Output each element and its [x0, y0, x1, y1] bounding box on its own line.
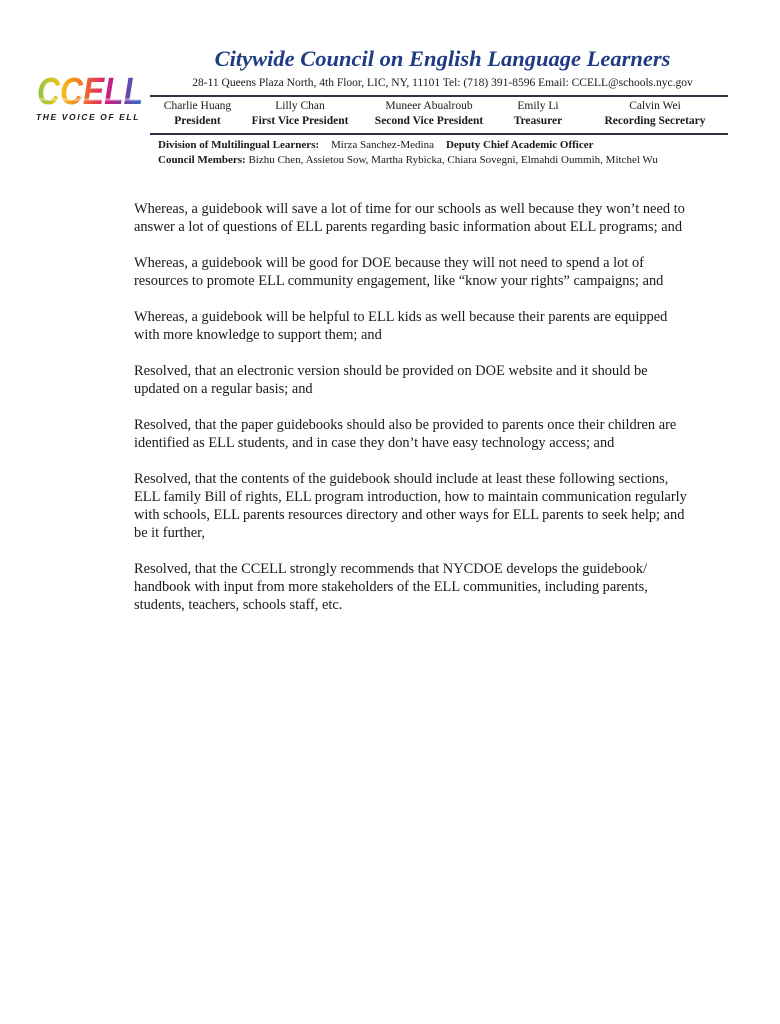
council-members-line: [158, 153, 658, 168]
officer-recording-secretary: [582, 99, 728, 129]
officer-name: Muneer Abualroub: [385, 100, 473, 112]
resolved-paragraph: Resolved, that the paper guidebooks should also be provided to parents once their children are identified as ELL students, and in case they don’t have easy technology access; and: [134, 417, 677, 451]
division-label: Division of Multilingual Learners:: [158, 139, 320, 151]
header-divider-top: [150, 95, 728, 97]
officer-first-vice-president: [245, 99, 355, 129]
officer-role: Recording Secretary: [604, 115, 706, 127]
division-title: Deputy Chief Academic Officer: [445, 139, 594, 151]
officer-role: Second Vice President: [374, 115, 484, 127]
resolved-paragraph: Resolved, that the contents of the guidebook should include at least these following sections, ELL family Bill of rights, ELL program introduction, how to maintain communication regularly with schools, ELL parents resources directory and other ways for ELL parents to seek help; and be it further,: [134, 471, 687, 541]
resolved-paragraph: Resolved, that the CCELL strongly recommends that NYCDOE develops the guidebook/ handbook with input from more stakeholders of the ELL communities, including parents, students, teachers, schools staff, etc.: [134, 561, 648, 613]
resolution-body: [134, 200, 694, 632]
officer-role: First Vice President: [251, 115, 349, 127]
officer-president: [150, 99, 245, 129]
division-person: Mirza Sanchez-Medina: [331, 139, 434, 151]
header-divider-bottom: [150, 133, 728, 135]
resolved-paragraph: Resolved, that an electronic version should be provided on DOE website and it should be updated on a regular basis; and: [134, 363, 648, 397]
officer-name: Lilly Chan: [275, 100, 325, 112]
ccell-logo: [36, 70, 146, 124]
ccell-logo-mark: [36, 70, 146, 113]
whereas-paragraph: Whereas, a guidebook will save a lot of time for our schools as well because they won’t need to answer a lot of questions of ELL parents regarding basic information about ELL programs; and: [134, 201, 685, 235]
council-names: Bizhu Chen, Assietou Sow, Martha Rybicka, Chiara Sovegni, Elmahdi Oummih, Mitchel Wu: [248, 154, 658, 166]
officer-name: Emily Li: [517, 100, 559, 112]
officer-role: President: [174, 115, 221, 127]
officer-role: Treasurer: [513, 115, 563, 127]
officer-name: Charlie Huang: [163, 100, 232, 112]
whereas-paragraph: Whereas, a guidebook will be good for DOE because they will not need to spend a lot of resources to promote ELL community engagement, like “know your rights” campaigns; and: [134, 255, 664, 289]
officer-second-vice-president: [362, 99, 496, 129]
whereas-paragraph: Whereas, a guidebook will be helpful to ELL kids as well because their parents are equipped with more knowledge to support them; and: [134, 309, 668, 343]
officer-treasurer: [498, 99, 578, 129]
officer-name: Calvin Wei: [629, 100, 681, 112]
division-info: [158, 138, 658, 168]
logo-tagline: THE VOICE OF ELL: [36, 112, 140, 122]
officers-row: [150, 99, 728, 131]
council-label: Council Members:: [158, 154, 246, 166]
organization-title: Citywide Council on English Language Learners: [214, 46, 671, 71]
logo-text: CCELL: [37, 71, 143, 113]
organization-address: 28-11 Queens Plaza North, 4th Floor, LIC, NY, 11101 Tel: (718) 391-8596 Email: CCELL@schools.nyc.gov: [192, 77, 693, 89]
division-line: [158, 138, 658, 153]
